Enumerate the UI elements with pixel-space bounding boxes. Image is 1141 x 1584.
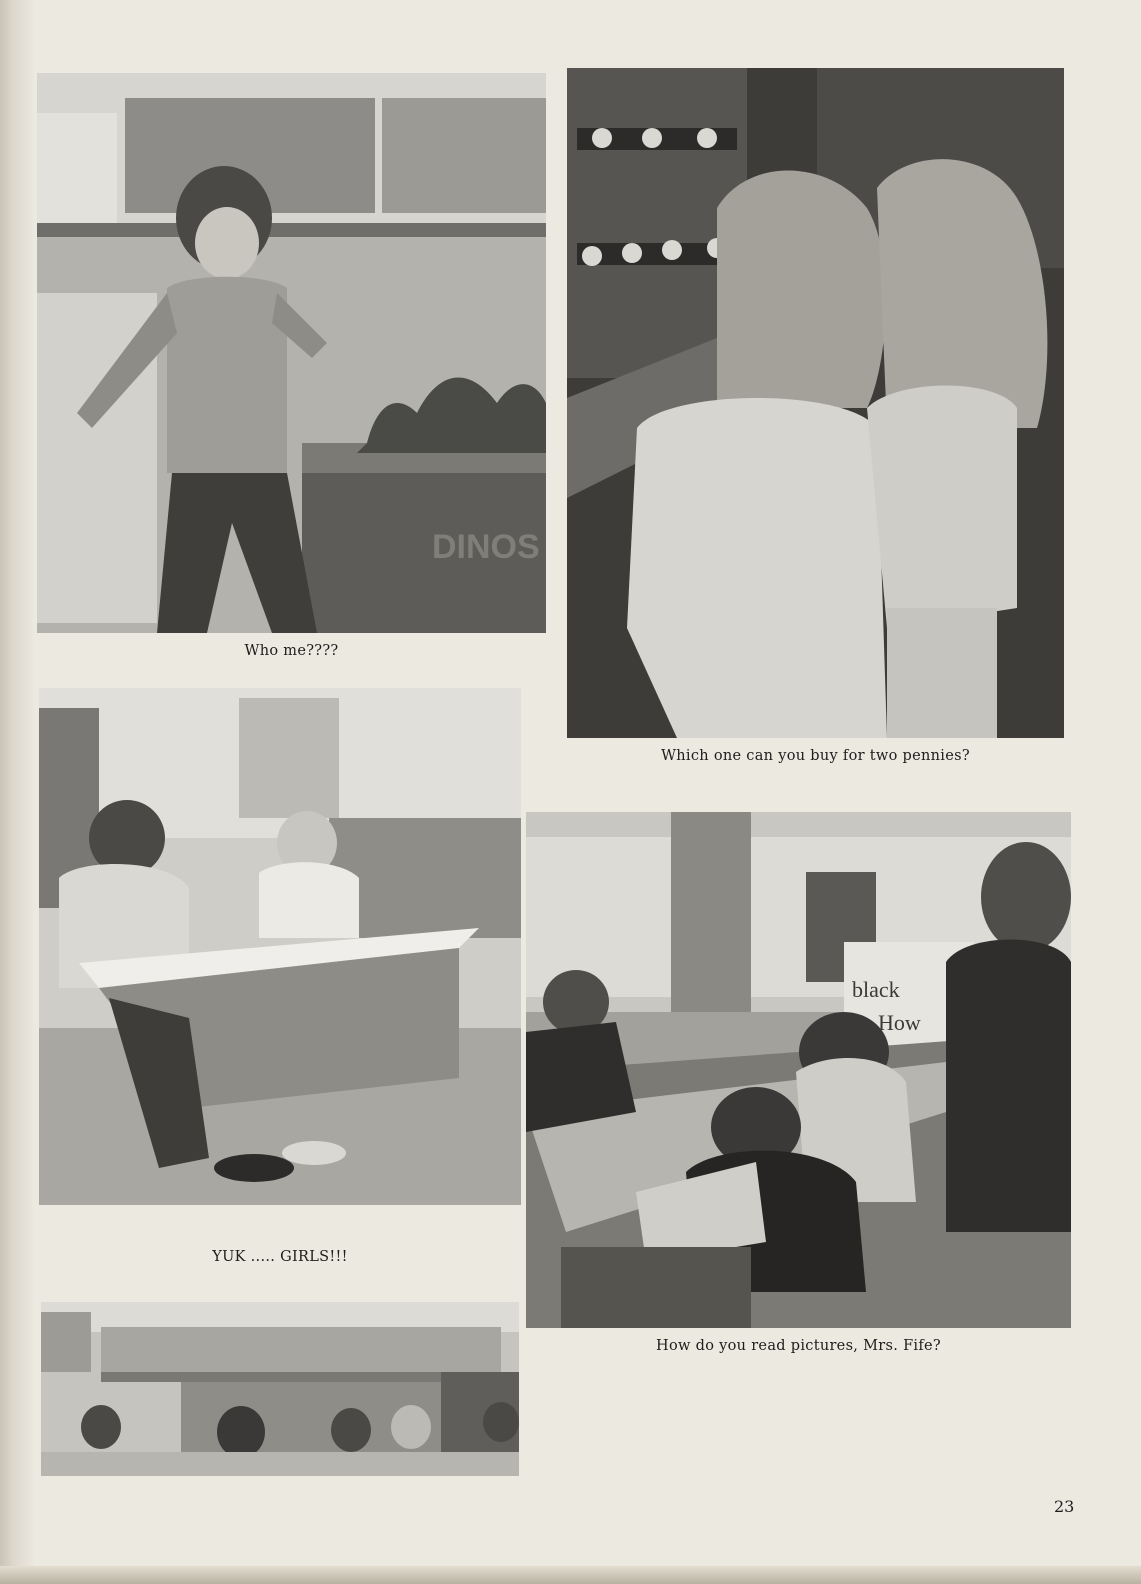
- caption-pennies: Which one can you buy for two pennies?: [661, 748, 970, 764]
- board-word-black: black: [852, 977, 900, 1002]
- photo-children-at-desk: [39, 688, 521, 1205]
- photo-reading-with-teacher: [526, 812, 1071, 1328]
- photo-two-girls: [567, 68, 1064, 738]
- page-number: 23: [1054, 1497, 1075, 1516]
- binding-gutter: [0, 0, 34, 1584]
- caption-mrs-fife: How do you read pictures, Mrs. Fife?: [656, 1338, 941, 1354]
- board-word-how: How: [878, 1010, 921, 1035]
- photo-classroom-group: [41, 1302, 519, 1476]
- dinosaur-box-label: DINOS: [432, 528, 540, 566]
- caption-who-me: Who me????: [244, 643, 339, 659]
- photo-boy-dinosaurs: [37, 73, 546, 633]
- page-bottom-edge: [0, 1566, 1141, 1584]
- caption-girls: YUK ..... GIRLS!!!: [212, 1249, 348, 1265]
